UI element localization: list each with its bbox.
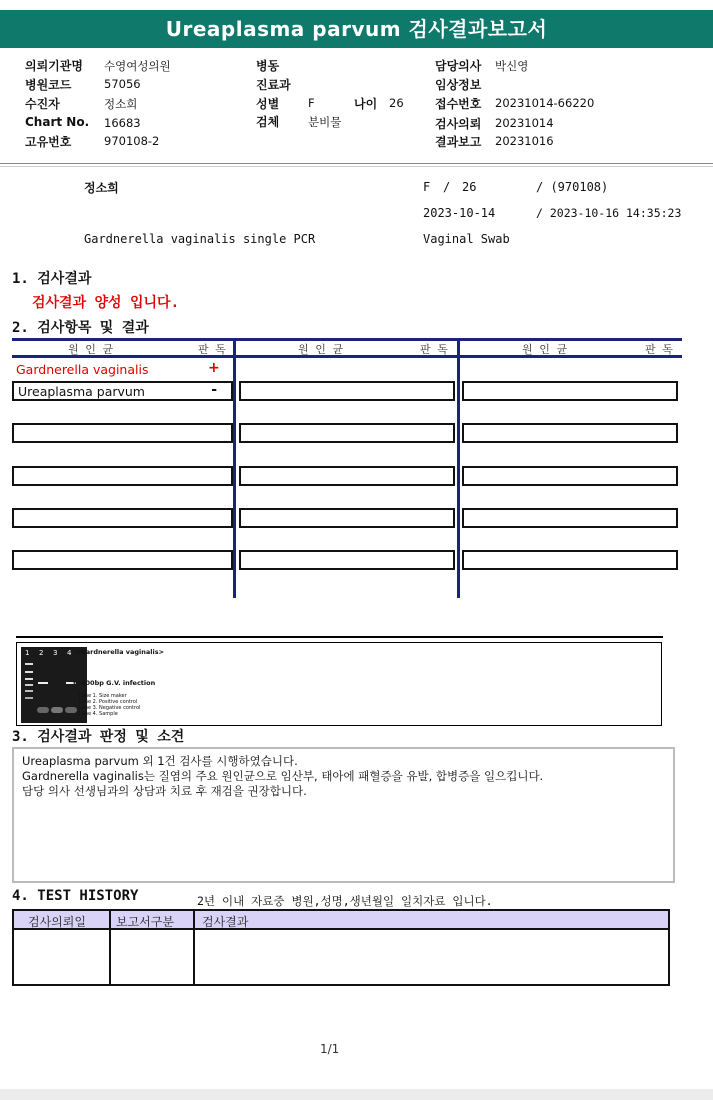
empty-result-box bbox=[462, 381, 678, 401]
gel-ladder-band bbox=[25, 671, 33, 673]
section2-title: 2. 검사항목 및 결과 bbox=[12, 320, 149, 336]
department-label: 진료과 bbox=[256, 78, 291, 92]
age-label: 나이 bbox=[354, 97, 378, 111]
history-table bbox=[12, 909, 670, 986]
column-pathogen-1: 원 인 균 bbox=[68, 343, 114, 356]
patient-name: 정소희 bbox=[84, 181, 119, 195]
gel-primer-smear bbox=[65, 707, 77, 713]
hospital-code-value: 57056 bbox=[104, 77, 141, 91]
history-col-type: 보고서구분 bbox=[116, 915, 174, 929]
patient-value: 정소희 bbox=[104, 97, 138, 111]
column-judgement-3: 판 독 bbox=[645, 343, 673, 356]
gel-arrow-icon: ← bbox=[73, 679, 79, 687]
request-date: 2023-10-14 bbox=[423, 206, 496, 220]
gel-legend-line: Lane 4. Sample bbox=[79, 711, 118, 717]
institution-label: 의뢰기관명 bbox=[25, 59, 83, 73]
empty-result-box bbox=[462, 508, 678, 528]
report-date-label: 결과보고 bbox=[435, 135, 482, 149]
page-number: 1/1 bbox=[320, 1042, 340, 1056]
test-name: Gardnerella vaginalis single PCR bbox=[84, 232, 316, 246]
request-date-label: 검사의뢰 bbox=[435, 117, 482, 131]
column-pathogen-3: 원 인 균 bbox=[522, 343, 568, 356]
report-title-banner: Ureaplasma parvum 검사결과보고서 bbox=[0, 10, 713, 48]
empty-result-box bbox=[239, 466, 455, 486]
unique-number-label: 고유번호 bbox=[25, 135, 72, 149]
result-name-gardnerella: Gardnerella vaginalis bbox=[16, 362, 149, 377]
gel-legend-line: Lane 1. Size maker bbox=[79, 693, 127, 699]
gel-ladder-band bbox=[25, 690, 33, 692]
opinion-box bbox=[12, 747, 675, 883]
chart-label: Chart No. bbox=[25, 115, 90, 129]
gel-ladder-band bbox=[25, 678, 33, 680]
gel-top-rule bbox=[16, 636, 663, 638]
section1-title: 1. 검사결과 bbox=[12, 271, 92, 287]
report-datetime: / 2023-10-16 14:35:23 bbox=[536, 206, 682, 220]
empty-result-box bbox=[462, 550, 678, 570]
sex-value: F bbox=[308, 96, 315, 110]
empty-result-box bbox=[239, 423, 455, 443]
history-col-date: 검사의뢰일 bbox=[28, 915, 86, 929]
unique-number-value: 970108-2 bbox=[104, 134, 160, 148]
clinical-info-label: 임상정보 bbox=[435, 78, 482, 92]
header-divider-light bbox=[0, 166, 713, 167]
receipt-number-label: 접수번호 bbox=[435, 97, 482, 111]
result-value-ureaplasma: - bbox=[211, 382, 217, 398]
opinion-line: Gardnerella vaginalis는 질염의 주요 원인균으로 임산부, 태아에 패혈증을 유발, 합병증을 일으킵니다. bbox=[22, 769, 544, 783]
column-judgement-2: 판 독 bbox=[420, 343, 448, 356]
result-value-gardnerella: + bbox=[208, 360, 220, 376]
empty-result-box bbox=[239, 550, 455, 570]
doctor-label: 담당의사 bbox=[435, 59, 482, 73]
history-note: 2년 이내 자료중 병원,성명,생년월일 일치자료 입니다. bbox=[197, 894, 493, 908]
empty-result-box bbox=[239, 381, 455, 401]
empty-result-box bbox=[12, 423, 233, 443]
hospital-code-label: 병원코드 bbox=[25, 78, 72, 92]
gel-arrow-label: 600bp G.V. infection bbox=[81, 679, 156, 687]
gel-ladder-band bbox=[25, 663, 33, 665]
history-col-divider bbox=[193, 911, 195, 984]
request-date-value: 20231014 bbox=[495, 116, 554, 130]
patient-age: 26 bbox=[462, 180, 477, 194]
history-table-header bbox=[14, 911, 668, 930]
result-row-ureaplasma bbox=[12, 381, 233, 401]
section4-title: 4. TEST HISTORY bbox=[12, 888, 139, 904]
gel-lane-number: 2 bbox=[39, 649, 44, 657]
specimen-value: 분비물 bbox=[308, 115, 342, 129]
institution-value: 수영여성의원 bbox=[104, 59, 171, 73]
empty-result-box bbox=[462, 423, 678, 443]
patient-sex: F bbox=[423, 180, 431, 194]
result-name-ureaplasma: Ureaplasma parvum bbox=[18, 384, 145, 399]
opinion-line: 담당 의사 선생님과의 상담과 치료 후 재검을 권장합니다. bbox=[22, 784, 307, 798]
empty-result-box bbox=[239, 508, 455, 528]
history-col-result: 검사결과 bbox=[202, 915, 249, 929]
empty-result-box bbox=[12, 550, 233, 570]
report-date-value: 20231016 bbox=[495, 134, 554, 148]
results-table-divider-1 bbox=[233, 338, 236, 598]
patient-slash: / bbox=[443, 180, 451, 194]
gel-positive-band bbox=[38, 682, 48, 684]
specimen-type: Vaginal Swab bbox=[423, 232, 510, 246]
gel-lane-number: 3 bbox=[53, 649, 58, 657]
gel-primer-smear bbox=[51, 707, 63, 713]
results-table-divider-2 bbox=[457, 338, 460, 598]
gel-lane-number: 1 bbox=[25, 649, 30, 657]
empty-result-box bbox=[12, 508, 233, 528]
opinion-line: Ureaplasma parvum 외 1건 검사를 시행하였습니다. bbox=[22, 754, 298, 768]
empty-result-box bbox=[462, 466, 678, 486]
sex-label: 성별 bbox=[256, 97, 280, 111]
receipt-number-value: 20231014-66220 bbox=[495, 96, 595, 110]
section3-title: 3. 검사결과 판정 및 소견 bbox=[12, 729, 185, 745]
header-divider bbox=[0, 163, 713, 164]
ward-label: 병동 bbox=[256, 59, 280, 73]
gel-title: <Gardnerella vaginalis> bbox=[75, 648, 165, 656]
chart-value: 16683 bbox=[104, 116, 141, 130]
age-value: 26 bbox=[389, 96, 404, 110]
gel-legend-line: Lane 2. Positive control bbox=[79, 699, 138, 705]
gel-primer-smear bbox=[37, 707, 49, 713]
column-judgement-1: 판 독 bbox=[198, 343, 226, 356]
column-pathogen-2: 원 인 균 bbox=[298, 343, 344, 356]
gel-ladder-band bbox=[25, 697, 33, 699]
page-footer-bar bbox=[0, 1089, 713, 1100]
gel-lane-number: 4 bbox=[67, 649, 72, 657]
positive-result: 검사결과 양성 입니다. bbox=[32, 295, 180, 311]
doctor-value: 박신영 bbox=[495, 59, 529, 73]
patient-label: 수진자 bbox=[25, 97, 60, 111]
empty-result-box bbox=[12, 466, 233, 486]
history-col-divider bbox=[109, 911, 111, 984]
gel-ladder-band bbox=[25, 684, 33, 686]
specimen-label: 검체 bbox=[256, 115, 280, 129]
gel-image-panel bbox=[16, 642, 662, 726]
patient-id: / (970108) bbox=[536, 180, 609, 194]
gel-legend-line: Lane 3. Negative control bbox=[79, 705, 141, 711]
